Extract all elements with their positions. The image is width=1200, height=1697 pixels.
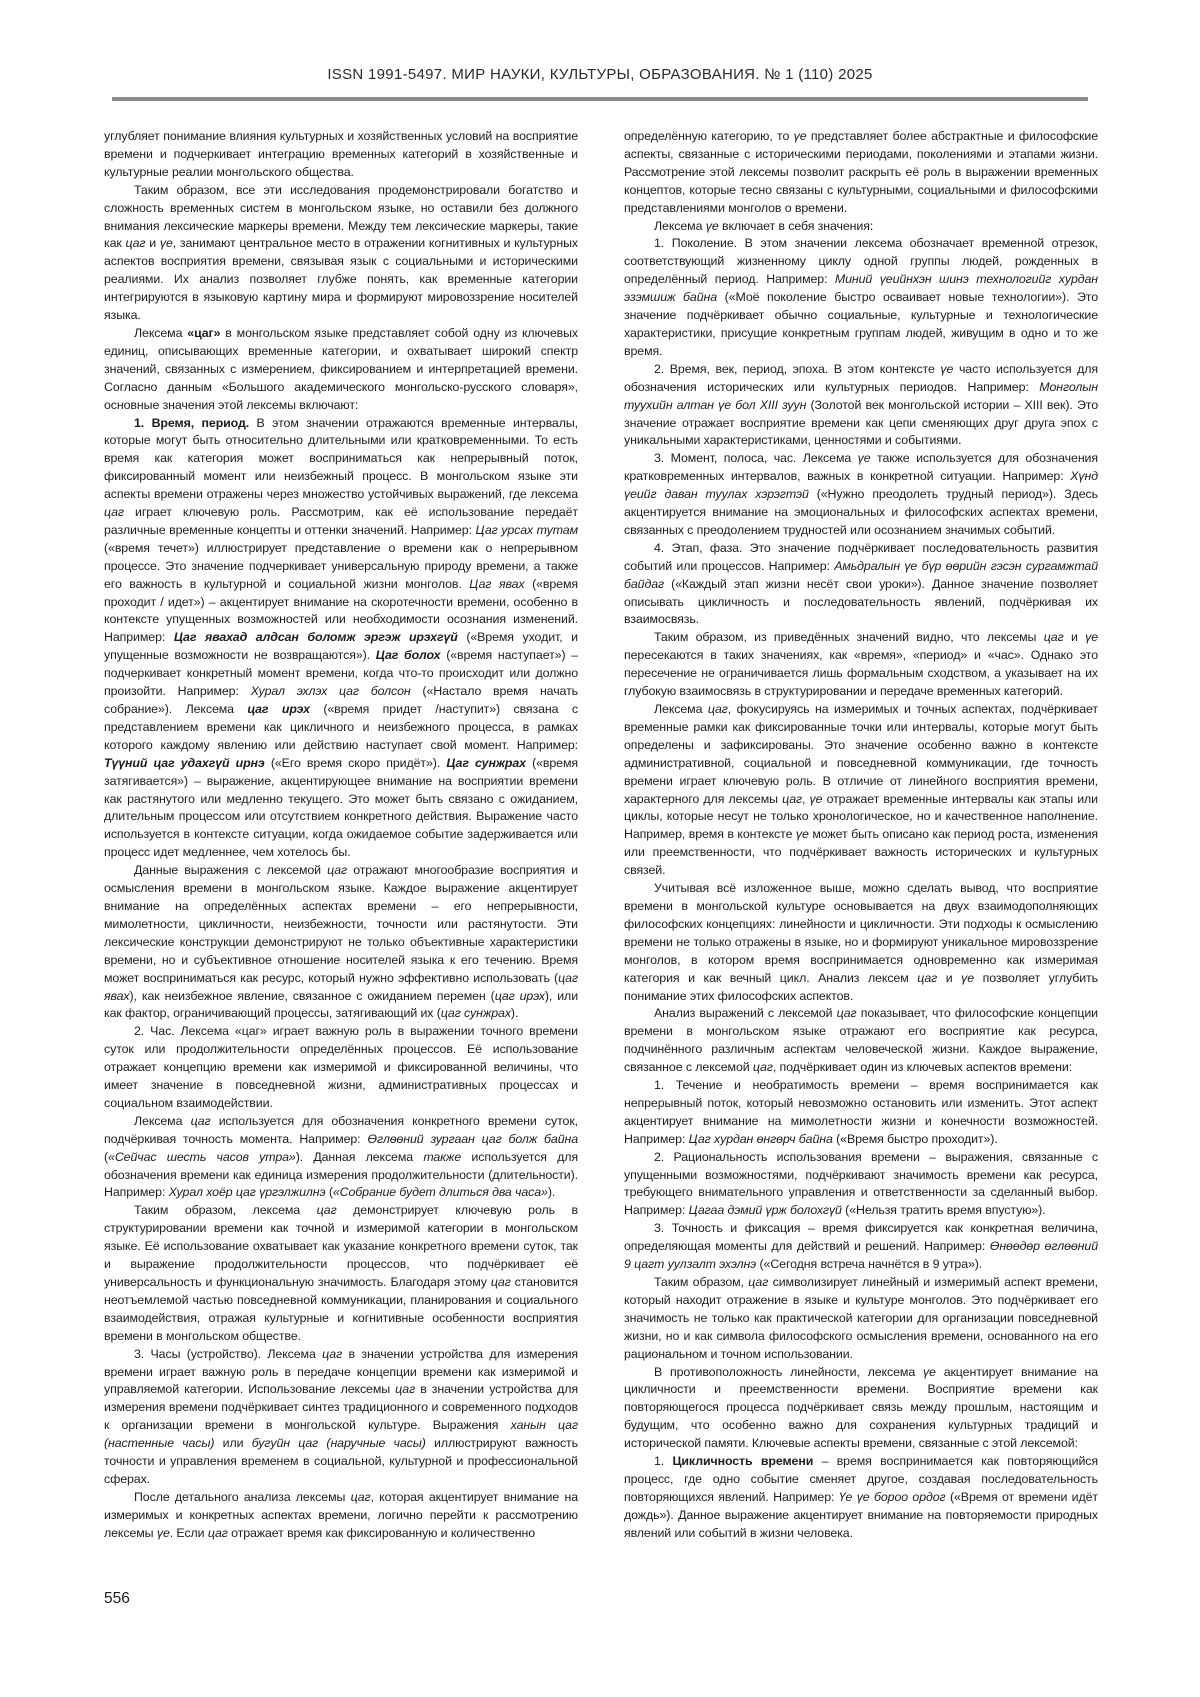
paragraph xyxy=(624,1453,1098,1543)
emphasized-text: цаг xyxy=(327,863,348,878)
body-text: Данные выражения с лексемой xyxy=(134,863,328,878)
emphasized-text: үе xyxy=(1085,630,1098,645)
emphasized-text: Өглөөний зургаан цаг болж байна xyxy=(367,1131,578,1146)
paragraph xyxy=(624,1220,1098,1274)
emphasized-text: Хурал хоёр цаг үргэлжилнэ xyxy=(168,1185,326,1200)
body-text: ( xyxy=(325,1185,333,1200)
emphasized-text: Цаг явахад алдсан боломж эргэж ирэхгүй xyxy=(173,630,458,645)
body-text: («время придет /наступит») связана с представлением времени как цикличного и неизбежного процесса, в рамках которого каждому явлению или действию наступает свой момент. Например: xyxy=(104,702,578,752)
paragraph xyxy=(104,1023,578,1113)
article-body xyxy=(104,128,1098,1543)
emphasized-text: үе xyxy=(922,1364,936,1379)
body-text: отражают многообразие восприятия и осмысления времени в монгольском языке. Каждое выражение акцентирует внимание на определённых аспектах времени – его непрерывности, мимолетности, цикличности, неизбежности, точности или растянутости. Эти лексические конструкции демонстрируют не только объективные характеристики времени, но и субъективное отношение носителей языка к его течению. Время может восприниматься как ресурс, который нужно эффективно использовать ( xyxy=(104,863,578,985)
body-text: включает в себя значения: xyxy=(718,218,874,233)
body-text: («Время быстро проходит»). xyxy=(832,1131,998,1146)
emphasized-text: Хүнд үеийг даван туулах хэрэгтэй xyxy=(624,469,1098,502)
paragraph xyxy=(104,862,578,1023)
emphasized-text: бугуйн цаг (наручные часы) xyxy=(251,1436,426,1451)
body-text: («время наступает») – подчеркивает конкретный момент времени, когда что-то происходит или должно произойти. Например: xyxy=(104,648,578,699)
body-text: ). xyxy=(547,1185,556,1200)
body-text: отражает время как фиксированную и количественно xyxy=(227,1525,536,1540)
body-text: 1. xyxy=(654,1454,673,1469)
body-text: 4. Этап, фаза. Это значение подчёркивает последовательность развития событий или процессов. Например: xyxy=(624,540,1098,573)
emphasized-text: цаг ирэх xyxy=(494,988,545,1003)
body-text: иллюстрируют важность точности и управления временем в социальной, культурной и профессиональной сферах. xyxy=(104,1436,578,1486)
emphasized-text: Цаг явах xyxy=(469,576,525,591)
column-right xyxy=(624,128,1098,1543)
body-text: определённую категорию, то xyxy=(624,129,794,143)
body-text: играет ключевую роль. Рассмотрим, как её использование передаёт различные временные концепты и оттенки значений. Например: xyxy=(104,505,578,537)
paragraph xyxy=(624,1149,1098,1221)
body-text: 3. Точность и фиксация – время фиксируется как конкретная величина, определяющая моменты для действий и решений. Например: xyxy=(624,1221,1098,1254)
body-text: часто используется для обозначения исторических или культурных периодов. Например: xyxy=(624,361,1098,394)
body-text: , подчёркивает один из ключевых аспектов времени: xyxy=(772,1060,1072,1075)
body-text: («Сегодня встреча начнётся в 9 утра»). xyxy=(756,1257,983,1272)
paragraph xyxy=(624,701,1098,880)
body-text: демонстрирует ключевую роль в структурировании времени как точной и измеримой категории в монгольском языке. Её использование охватывает как указание конкретного времени суток, так и выражение продолжительности процессов, что подчёркивает её универсальность и функциональную значимость. Благодаря этому xyxy=(104,1203,578,1289)
emphasized-text: үе xyxy=(809,791,823,806)
body-text: показывает, что философские концепции времени в монгольском языке отражают его восприятие как ресурса, подчинённого различным аспектам человеческой жизни. Каждое выражение, связанное с лексемой xyxy=(624,1006,1099,1075)
emphasized-text: также xyxy=(423,1149,462,1164)
paragraph xyxy=(104,1113,578,1203)
body-text: Таким образом, xyxy=(654,1275,749,1289)
body-text: («Время от времени идёт дождь»). Данное выражение акцентирует внимание на повторяемости природных явлений или событий в жизни человека. xyxy=(624,1489,1098,1540)
body-text: Лексема xyxy=(134,1113,191,1128)
body-text: представляет более абстрактные и философские аспекты, связанные с историческими периодами, поколениями и этапами жизни. Рассмотрение этой лексемы позволит раскрыть её роль в выражении временных концептов, которые тесно связаны с культурными, социальными и философскими представлениями монголов о времени. xyxy=(624,129,1098,215)
body-text: («Его время скоро придёт»). xyxy=(264,755,447,770)
body-text: Лексема xyxy=(134,325,188,340)
paragraph xyxy=(104,182,578,325)
paragraph xyxy=(624,1274,1098,1364)
body-text: («время затягивается») – выражение, акцентирующее внимание на восприятии времени как растянутого или медленно текущего. Это может быть связано с ожиданием, длительным процессом или отсутствием конкретного действия. Выражение часто используется в контексте ситуации, когда ожидаемое событие задерживается или процесс идет медленнее, чем хотелось бы. xyxy=(104,755,578,860)
body-text: или xyxy=(214,1436,252,1451)
paragraph xyxy=(624,540,1098,630)
column-left xyxy=(104,128,578,1543)
emphasized-text: цаг явах xyxy=(104,970,578,1003)
body-text: , xyxy=(802,791,810,806)
body-text: используется для обозначения конкретного времени суток, подчёркивая точность момента. Например: xyxy=(104,1113,578,1146)
emphasized-text: Цаг сунжрах xyxy=(446,755,526,770)
emphasized-text: үе xyxy=(940,361,954,376)
emphasized-text: Миний үеийнхэн шинэ технологийг хурдан эзэмшиж байна xyxy=(624,272,1098,305)
body-text: позволяет углубить понимание этих философских аспектов. xyxy=(624,970,1098,1003)
body-text: акцентирует внимание на цикличности и преемственности времени. Восприятие времени как повторяющегося процесса подчёркивает связь между прошлым, настоящим и будущим, что особенно важно для сохранения культурных традиций и исторической памяти. Ключевые аспекты времени, связанные с этой лексемой: xyxy=(624,1364,1098,1451)
body-text: 3. Часы (устройство). Лексема xyxy=(134,1346,323,1361)
body-text: углубляет понимание влияния культурных и хозяйственных условий на восприятие времени и подчеркивает интеграцию временных категорий в хозяйственные и культурные реалии монгольского общества. xyxy=(104,129,578,179)
emphasized-text: Цагаа дэмий үрж болохгүй xyxy=(688,1203,842,1218)
paragraph xyxy=(104,1202,578,1345)
body-text: («время течет») иллюстрирует представление о времени как о непрерывном процессе. Это значение подчеркивает универсальную природу времени, а также его важность в культурной и социальной жизни монголов. xyxy=(104,540,578,591)
emphasized-text: цаг сунжрах xyxy=(440,1006,511,1021)
body-text: , фокусируясь на измеримых и точных аспектах, подчёркивает временные рамки как фиксированные точки или интервалы, которые могут быть определены и зафиксированы. Это значение особенно важно в контексте административной, социальной и повседневной коммуникации, где точность времени играет ключевую роль. В отличие от линейного восприятия времени, характерного для лексемы xyxy=(624,702,1098,806)
paragraph xyxy=(104,415,578,863)
emphasized-text: «цаг» xyxy=(187,325,221,340)
emphasized-text: цаг xyxy=(395,1382,416,1397)
journal-header-line: ISSN 1991-5497. МИР НАУКИ, КУЛЬТУРЫ, ОБРАЗОВАНИЯ. № 1 (110) 2025 xyxy=(327,66,873,83)
body-text: Лексема xyxy=(654,702,708,716)
body-text: (Золотой век монгольской истории – XIII век). Это значение отражает восприятие времени как цепи сменяющих друг друга эпох с уникальными характеристиками, ценностями и событиями. xyxy=(624,397,1098,448)
emphasized-text: Үе үе бороо ордог xyxy=(838,1489,946,1504)
emphasized-text: цаг xyxy=(125,236,146,251)
emphasized-text: цаг xyxy=(752,1060,773,1075)
body-text: 1. Поколение. В этом значении лексема обозначает временной отрезок, соответствующий жизненному циклу одной группы людей, рожденных в определённый период. Например: xyxy=(624,236,1098,287)
emphasized-text: цаг xyxy=(782,791,803,806)
paragraph xyxy=(104,1489,578,1543)
page-number: 556 xyxy=(104,1590,130,1607)
paragraph xyxy=(624,1364,1098,1454)
body-text: («Каждый этап жизни несёт свои уроки»). Данное значение позволяет описывать цикличность и последовательность явлений, подчёркивая их взаимосвязь. xyxy=(624,576,1098,627)
emphasized-text: цаг xyxy=(707,702,728,716)
paragraph xyxy=(624,1077,1098,1149)
paragraph xyxy=(624,128,1098,218)
paragraph xyxy=(624,880,1098,1005)
body-text: ), или как фактор, ограничивающий процессы, затягивающий их ( xyxy=(104,988,579,1021)
emphasized-text: «Собрание будет длиться два часа» xyxy=(332,1185,548,1200)
emphasized-text: Түүний цаг удахгүй ирнэ xyxy=(104,755,265,770)
emphasized-text: Монголын туухийн алтан үе бол XIII зуун xyxy=(624,379,1098,412)
emphasized-text: цаг xyxy=(917,970,938,985)
body-text: ( xyxy=(104,1149,109,1164)
body-text: («Нужно преодолеть трудный период»). Здесь акцентируется внимание на эмоциональных и философских аспектах времени, связанных с преодолением трудностей или осознанием значимых событий. xyxy=(624,487,1098,537)
body-text: в монгольском языке представляет собой одну из ключевых единиц, описывающих временные категории, и охватывает широкий спектр значений, связанных с измерением, фиксированием и интерпретацией времени. Согласно данным «Большого академического монгольско-русского словаря», основные значения этой лексемы включают: xyxy=(104,325,578,412)
body-text: («время проходит / идет») – акцентирует внимание на скоротечности времени, особенно в контексте упущенных возможностей или необходимости осознания изменений. Например: xyxy=(104,576,578,645)
emphasized-text: цаг xyxy=(350,1489,371,1504)
emphasized-text: цаг ирэх xyxy=(247,702,310,716)
emphasized-text: цаг xyxy=(190,1113,211,1128)
body-text: также используется для обозначения кратковременных интервалов, важных в конкретной ситуации. Например: xyxy=(624,451,1098,484)
paragraph xyxy=(624,218,1098,236)
body-text: . Если xyxy=(169,1525,208,1540)
body-text: символизирует линейный и измеримый аспект времени, который находит отражение в языке и культуре монголов. Это подчёркивает его значимость не только как практической категории для организации повседневной жизни, но и как символа философского осмысления времени, основанного на его рациональном и точном использовании. xyxy=(624,1275,1098,1361)
emphasized-text: Цаг хурдан өнгөрч байна xyxy=(688,1131,833,1146)
body-text: В противоположность линейности, лексема xyxy=(654,1364,923,1379)
paragraph xyxy=(624,1005,1098,1077)
body-text: становится неотъемлемой частью повседневной коммуникации, планирования и социального взаимодействия, отражая культурные и когнитивные особенности восприятия времени в монгольском обществе. xyxy=(104,1275,578,1343)
body-text: Лексема xyxy=(654,218,706,233)
header-rule xyxy=(112,97,1088,101)
emphasized-text: Хурал эхлэх цаг болсон xyxy=(250,684,411,699)
emphasized-text: Цаг болох xyxy=(375,648,441,663)
paragraph xyxy=(104,128,578,182)
emphasized-text: «Сейчас шесть часов утра» xyxy=(108,1149,296,1164)
emphasized-text: Өнөөдөр өглөөний 9 цагт уулзалт эхэлнэ xyxy=(624,1239,1098,1272)
body-text: Таким образом, из приведённых значений видно, что лексемы xyxy=(654,630,1044,645)
emphasized-text: үе xyxy=(795,827,809,842)
emphasized-text: үе xyxy=(705,218,719,233)
emphasized-text: цаг xyxy=(836,1006,857,1021)
emphasized-text: цаг xyxy=(104,505,124,520)
body-text: 2. Час. Лексема «цаг» играет важную роль в выражении точного времени суток или продолжительности определённых процессов. Её использование отражает концепцию времени как измеримой и фиксированной величины, что имеет значение в повседневной жизни, административных процессах и социальном взаимодействии. xyxy=(104,1024,578,1110)
body-text: 2. Рациональность использования времени – выражения, связанные с упущенными возможностями, подчёркивают значимость времени как ресурса, требующего внимательного управления и ответственности за сделанный выбор. Например: xyxy=(624,1149,1098,1218)
body-text: и xyxy=(145,236,160,251)
body-text: После детального анализа лексемы xyxy=(134,1489,351,1504)
body-text: Учитывая всё изложенное выше, можно сделать вывод, что восприятие времени в монгольской культуре основывается на двух взаимодополняющих философских концепциях: линейности и цикличности. Эти подходы к осмыслению времени не только отражены в языке, но и формируют уникальное мировоззрение монголов, в котором время воспринимается одновременно как измеримая категория и как вечный цикл. Анализ лексем xyxy=(624,881,1098,985)
body-text: («Нельзя тратить время впустую»). xyxy=(841,1203,1046,1218)
emphasized-text: Амьдралын үе бүр өөрийн гэсэн сургамжтай байдаг xyxy=(624,558,1098,591)
paragraph xyxy=(104,325,578,415)
body-text: Таким образом, все эти исследования продемонстрировали богатство и сложность временных систем в монгольском языке, но оставили без должного внимания лексические маркеры времени. Между тем лексические маркеры, такие как xyxy=(104,182,578,251)
emphasized-text: цаг xyxy=(316,1203,337,1218)
body-text: в значении устройства для измерения времени подчёркивает синтез традиционного и современного подходов к организации времени в монгольской культуре. Выражения xyxy=(104,1382,579,1433)
body-text: отражает временные интервалы как этапы или циклы, которые несут не только хронологическое, но и качественное наполнение. Например, время в контексте xyxy=(624,791,1099,842)
emphasized-text: цаг xyxy=(322,1346,343,1361)
body-text: ). xyxy=(510,1006,519,1021)
body-text: в значении устройства для измерения времени играет важную роль в передаче концепции времени как измеримой и управляемой категории. Использование лексемы xyxy=(104,1346,578,1397)
body-text: может быть описано как период роста, изменения или преемственности, что подчёркивает важность исторических и культурных связей. xyxy=(624,827,1099,878)
paragraph xyxy=(624,450,1098,540)
paragraph xyxy=(624,235,1098,360)
paragraph xyxy=(624,361,1098,451)
emphasized-text: үе xyxy=(159,236,173,251)
body-text: Таким образом, лексема xyxy=(134,1203,317,1218)
body-text: , которая акцентирует внимание на измеримых и конкретных аспектах времени, логично перейти к рассмотрению лексемы xyxy=(104,1489,578,1540)
emphasized-text: цаг xyxy=(490,1275,511,1289)
emphasized-text: үе xyxy=(961,970,975,985)
emphasized-text: цаг xyxy=(1043,630,1064,645)
body-text: и xyxy=(1063,630,1086,645)
emphasized-text: Цикличность времени xyxy=(672,1454,814,1469)
body-text: , занимают центральное место в отражении когнитивных и культурных аспектов восприятия времени, связывая язык с социальными и историческими реалиями. Их анализ позволяет глубже понять, как временные категории интегрируются в языковую картину мира и формируют мировоззрение носителей языка. xyxy=(104,236,578,323)
emphasized-text: үе xyxy=(156,1525,170,1540)
emphasized-text: цаг xyxy=(748,1275,769,1289)
body-text: Анализ выражений с лексемой xyxy=(654,1006,837,1021)
body-text: 2. Время, век, период, эпоха. В этом контексте xyxy=(654,361,941,376)
body-text: используется для обозначения времени как единица измерения продолжительности (длительности). Например: xyxy=(104,1149,578,1200)
body-text: В этом значении отражаются временные интервалы, которые могут быть относительно длительными или кратковременными. То есть время как категория может восприниматься как непрерывный поток, фиксированный момент или неизбежный процесс. В монгольском языке эти аспекты времени отражены через множество устойчивых выражений, где лексема xyxy=(104,415,578,502)
body-text: ). Данная лексема xyxy=(295,1149,424,1164)
emphasized-text: үе xyxy=(857,451,871,466)
emphasized-text: Цаг урсах тутам xyxy=(475,522,578,537)
emphasized-text: үе xyxy=(793,129,807,143)
body-text: 3. Момент, полоса, час. Лексема xyxy=(654,451,858,466)
emphasized-text: 1. Время, период. xyxy=(134,415,250,430)
body-text: ), как неизбежное явление, связанное с ожиданием перемен ( xyxy=(129,988,495,1003)
body-text: («Моё поколение быстро осваивает новые технологии»). Это значение подчёркивает обычно социальные, культурные и технологические характеристики, присущие конкретным группам людей, живущим в одно и то же время. xyxy=(624,290,1098,358)
paragraph xyxy=(104,1346,578,1489)
paragraph xyxy=(624,629,1098,701)
emphasized-text: ханын цаг (настенные часы) xyxy=(104,1418,578,1451)
body-text: – время воспринимается как повторяющийся процесс, где одно событие сменяет другое, создавая последовательность повторяющихся явлений. Например: xyxy=(624,1454,1098,1504)
body-text: пересекаются в таких значениях, как «время», «период» и «час». Однако это пересечение не ограничивается лишь формальным сходством, а указывает на их глубокую взаимосвязь в структурировании и передаче временных категорий. xyxy=(624,648,1098,699)
body-text: («Время уходит, и упущенные возможности не возвращаются»). xyxy=(104,630,578,663)
body-text: и xyxy=(937,970,962,985)
body-text: 1. Течение и необратимость времени – время воспринимается как непрерывный поток, который невозможно остановить или изменить. Этот аспект акцентирует внимание на мимолетности жизни и конечности возможностей. Например: xyxy=(624,1078,1098,1146)
emphasized-text: цаг xyxy=(207,1525,228,1540)
body-text: («Настало время начать собрание»). Лексема xyxy=(104,684,579,716)
